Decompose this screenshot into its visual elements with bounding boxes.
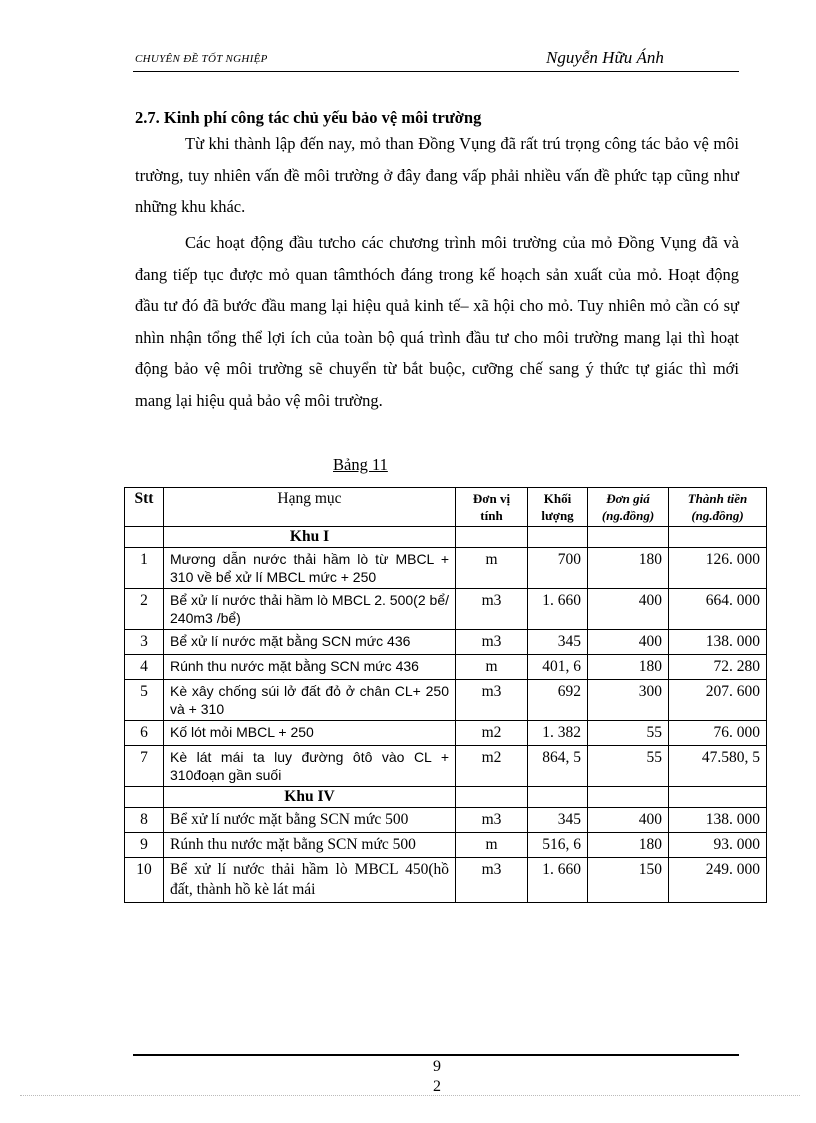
cell-price: 150 [588, 858, 669, 903]
table-row [125, 746, 767, 787]
cell-total: 72. 280 [669, 655, 767, 680]
section-row-khu-1 [125, 527, 767, 548]
cell-unit: m2 [456, 746, 528, 787]
cell-total: 47.580, 5 [669, 746, 767, 787]
cell-price: 400 [588, 808, 669, 833]
cell-unit: m3 [456, 630, 528, 655]
cell-stt: 10 [125, 858, 164, 903]
col-header-unit: Đơn vị tính [456, 488, 528, 527]
table-row [125, 655, 767, 680]
cell-total: 207. 600 [669, 680, 767, 721]
cell-unit: m3 [456, 680, 528, 721]
cell-total: 249. 000 [669, 858, 767, 903]
section-row-khu-4 [125, 787, 767, 808]
cell-item: Kố lót mỏi MBCL + 250 [164, 721, 456, 746]
table-row [125, 858, 767, 903]
table-row [125, 630, 767, 655]
cell-unit: m [456, 833, 528, 858]
paragraph-1-text: Từ khi thành lập đến nay, mỏ than Đồng Vụng đã rất trú trọng công tác bảo vệ môi trường, tuy nhiên vấn đề môi trường ở đây đang vấp phải nhiều vấn đề phức tạp cũng như những khu khác. [135, 134, 739, 216]
cell-total: 76. 000 [669, 721, 767, 746]
paragraph-2 [135, 227, 739, 416]
cell-unit: m3 [456, 808, 528, 833]
paragraph-2-text: Các hoạt động đầu tưcho các chương trình môi trường của mỏ Đồng Vụng đã và đang tiếp tục được mỏ quan tâmthóch đáng trong kế hoạch sản xuất của mỏ. Hoạt động đầu tư đó đã bước đầu mang lại hiệu quả kinh tế– xã hội cho mỏ. Tuy nhiên mỏ cần có sự nhìn nhận tổng thể lợi ích của toàn bộ quá trình đầu tư cho môi trường mang lại thì hoạt động bảo vệ môi trường sẽ chuyển từ bắt buộc, cưỡng chế sang ý thức tự giác thì mới mang lại hiệu quả bảo vệ môi trường. [135, 233, 739, 410]
cell-total: 93. 000 [669, 833, 767, 858]
cell-stt: 9 [125, 833, 164, 858]
cell-stt: 6 [125, 721, 164, 746]
cell-unit: m3 [456, 589, 528, 630]
cell-total: 138. 000 [669, 630, 767, 655]
section-heading: 2.7. Kinh phí công tác chủ yếu bảo vệ môi trường [135, 108, 482, 127]
page-header-author: Nguyễn Hữu Ánh [546, 48, 664, 67]
cell-qty: 516, 6 [528, 833, 588, 858]
col-header-stt: Stt [125, 488, 164, 527]
page-header-left: CHUYÊN ĐỀ TỐT NGHIỆP [135, 53, 268, 65]
cell-price: 55 [588, 721, 669, 746]
col-header-item: Hạng mục [164, 488, 456, 527]
col-header-total: Thành tiền (ng.đồng) [669, 488, 767, 527]
cell-total: 138. 000 [669, 808, 767, 833]
cell-stt: 3 [125, 630, 164, 655]
cell-total: 664. 000 [669, 589, 767, 630]
cell-item: Rúnh thu nước mặt bằng SCN mức 500 [164, 833, 456, 858]
cell-stt: 1 [125, 548, 164, 589]
cell-stt: 7 [125, 746, 164, 787]
cell-unit: m2 [456, 721, 528, 746]
cell-qty: 1. 660 [528, 589, 588, 630]
cell-price: 400 [588, 630, 669, 655]
footer-rule [133, 1054, 739, 1056]
cell-stt: 5 [125, 680, 164, 721]
cell-stt: 8 [125, 808, 164, 833]
table-caption: Bảng 11 [333, 455, 388, 474]
cell-price: 180 [588, 548, 669, 589]
cell-price: 300 [588, 680, 669, 721]
cell-item: Mương dẫn nước thải hầm lò từ MBCL + 310 về bể xử lí MBCL mức + 250 [164, 548, 456, 589]
cell-unit: m3 [456, 858, 528, 903]
page-number-top: 9 [433, 1058, 441, 1075]
cell-item: Bể xử lí nước mặt bằng SCN mức 500 [164, 808, 456, 833]
cost-table [124, 487, 767, 903]
cell-price: 55 [588, 746, 669, 787]
page-number-bottom: 2 [433, 1078, 441, 1095]
cell-qty: 692 [528, 680, 588, 721]
table-row [125, 833, 767, 858]
cell-qty: 1. 660 [528, 858, 588, 903]
section-title: Khu IV [164, 787, 456, 808]
paragraph-1 [135, 128, 739, 223]
cell-item: Bể xử lí nước thải hầm lò MBCL 450(hồ đất, thành hồ kè lát mái [164, 858, 456, 903]
cell-item: Bể xử lí nước thải hầm lò MBCL 2. 500(2 bể/ 240m3 /bể) [164, 589, 456, 630]
table-row [125, 808, 767, 833]
cell-total: 126. 000 [669, 548, 767, 589]
cell-price: 400 [588, 589, 669, 630]
cell-qty: 345 [528, 808, 588, 833]
header-rule [133, 71, 739, 72]
cell-stt: 4 [125, 655, 164, 680]
cell-qty: 345 [528, 630, 588, 655]
table-row [125, 680, 767, 721]
cell-item: Rúnh thu nước mặt bằng SCN mức 436 [164, 655, 456, 680]
table-row [125, 589, 767, 630]
table-row [125, 721, 767, 746]
col-header-price: Đơn giá (ng.đồng) [588, 488, 669, 527]
table-header-row [125, 488, 767, 527]
cell-qty: 401, 6 [528, 655, 588, 680]
section-title: Khu I [164, 527, 456, 548]
page-edge-dots [20, 1095, 800, 1096]
cell-qty: 1. 382 [528, 721, 588, 746]
cell-qty: 700 [528, 548, 588, 589]
table-row [125, 548, 767, 589]
cell-qty: 864, 5 [528, 746, 588, 787]
cell-unit: m [456, 548, 528, 589]
cell-price: 180 [588, 833, 669, 858]
cell-item: Kè lát mái ta luy đường ôtô vào CL + 310đoạn gần suối [164, 746, 456, 787]
cell-item: Bể xử lí nước mặt bằng SCN mức 436 [164, 630, 456, 655]
cell-item: Kè xây chống súi lở đất đỏ ở chân CL+ 250 và + 310 [164, 680, 456, 721]
col-header-qty: Khối lượng [528, 488, 588, 527]
cell-stt: 2 [125, 589, 164, 630]
cell-price: 180 [588, 655, 669, 680]
cell-unit: m [456, 655, 528, 680]
